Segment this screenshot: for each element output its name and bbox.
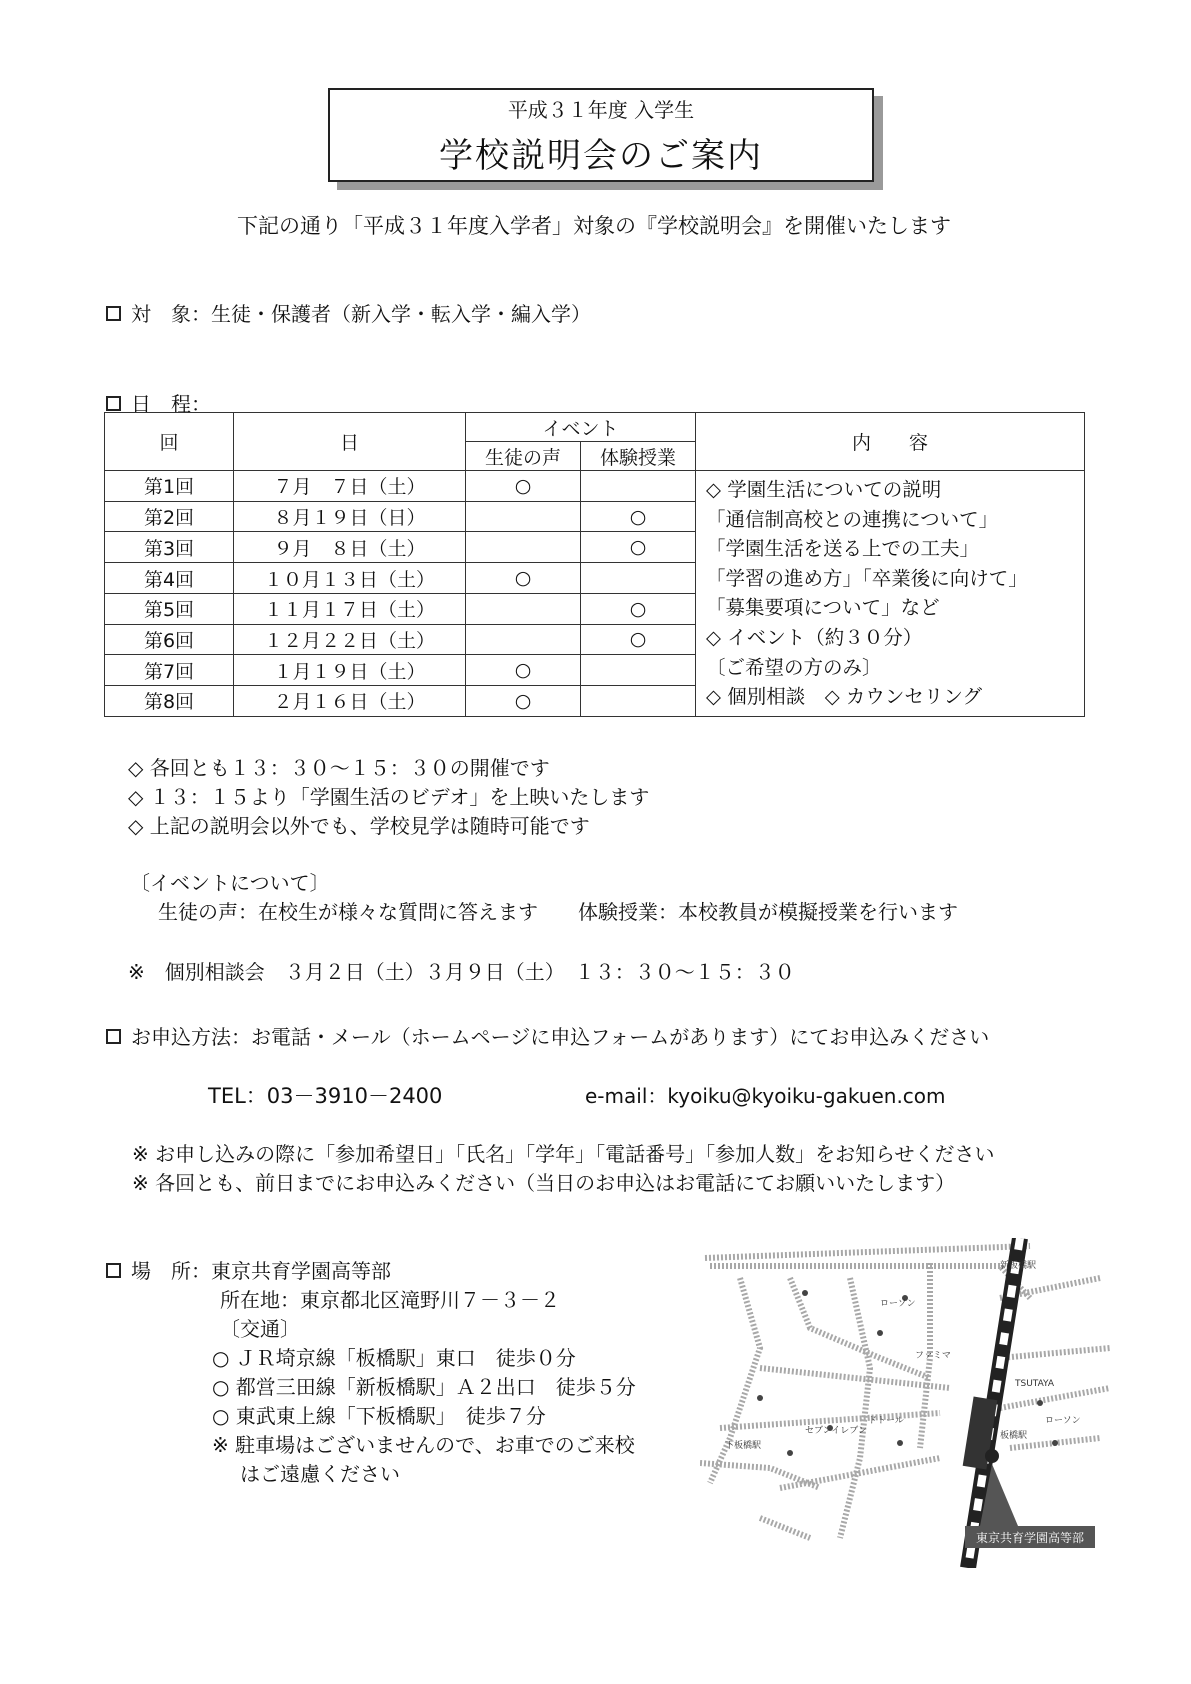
content-line: 「学習の進め方」「卒業後に向けて」 <box>706 566 1028 590</box>
checkbox-bullet-icon <box>106 1263 121 1278</box>
target-text: 生徒・保護者（新入学・転入学・編入学） <box>211 302 591 326</box>
access-item: ○ ＪＲ埼京線「板橋駅」東口 徒歩０分 <box>212 1346 576 1370</box>
access-heading: 〔交通〕 <box>220 1317 300 1341</box>
date-cell: ９月 ８日（土） <box>234 532 466 563</box>
round-cell: 第2回 <box>105 501 234 532</box>
voice-cell: ○ <box>466 655 581 686</box>
round-cell: 第5回 <box>105 593 234 624</box>
title-box <box>328 88 874 182</box>
checkbox-bullet-icon <box>106 396 121 411</box>
voice-cell: ○ <box>466 471 581 502</box>
header-date: 日 <box>234 413 466 471</box>
date-cell: ２月１６日（土） <box>234 686 466 717</box>
school-marker-icon <box>985 1449 999 1463</box>
map-label: セブンイレブン <box>805 1426 867 1436</box>
page-title: 学校説明会のご案内 <box>439 136 763 176</box>
consult-info: ※ 個別相談会 ３月２日（土）３月９日（土） １３：３０～１５：３０ <box>128 960 795 984</box>
venue-address: 所在地：東京都北区滝野川７－３－２ <box>220 1288 560 1312</box>
content-line: 〔ご希望の方のみ〕 <box>706 655 882 679</box>
header-event-voice: 生徒の声 <box>466 442 581 471</box>
access-item: ○ 東武東上線「下板橋駅」 徒歩７分 <box>212 1404 546 1428</box>
voice-cell: ○ <box>466 686 581 717</box>
header-round: 回 <box>105 413 234 471</box>
table-row <box>105 471 1085 502</box>
access-map <box>700 1238 1120 1568</box>
map-label: 新板橋駅 <box>1000 1261 1037 1271</box>
map-label: 板橋駅 <box>1000 1431 1028 1441</box>
event-info-heading: 〔イベントについて〕 <box>130 871 330 895</box>
content-line: 「学園生活を送る上での工夫」 <box>706 537 980 561</box>
apply-text: お電話・メール（ホームページに申込フォームがあります）にてお申込みください <box>251 1025 990 1049</box>
class-cell: ○ <box>581 532 696 563</box>
map-labels <box>725 1259 1081 1451</box>
date-cell: １１月１７日（土） <box>234 593 466 624</box>
page-subtitle: 平成３１年度 入学生 <box>507 98 695 122</box>
class-cell: ○ <box>581 593 696 624</box>
target-section <box>106 298 591 327</box>
date-cell: １０月１３日（土） <box>234 563 466 594</box>
apply-note: ※ 各回とも、前日までにお申込みください（当日のお申込はお電話にてお願いいたします） <box>132 1171 956 1195</box>
contact-tel: TEL：03－3910－2400 <box>208 1084 443 1108</box>
map-label: ドトール <box>868 1416 904 1426</box>
header-event-class: 体験授業 <box>581 442 696 471</box>
date-cell: １２月２２日（土） <box>234 624 466 655</box>
content-line: ◇ イベント（約３０分） <box>706 625 923 649</box>
target-label: 対 象： <box>131 302 211 326</box>
map-label: ローソン <box>880 1299 916 1309</box>
class-cell <box>581 686 696 717</box>
map-graphic <box>700 1238 1120 1568</box>
voice-cell: ○ <box>466 563 581 594</box>
round-cell: 第1回 <box>105 471 234 502</box>
map-label: TSUTAYA <box>1015 1379 1055 1389</box>
date-cell: ７月 ７日（土） <box>234 471 466 502</box>
apply-note: ※ お申し込みの際に「参加希望日」「氏名」「学年」「電話番号」「参加人数」をお知らせください <box>132 1142 995 1166</box>
header-content: 内 容 <box>696 413 1085 471</box>
header-event: イベント <box>466 413 696 442</box>
class-cell <box>581 471 696 502</box>
map-label: ファミマ <box>915 1351 951 1361</box>
voice-cell <box>466 593 581 624</box>
access-item: ○ 都営三田線「新板橋駅」Ａ２出口 徒歩５分 <box>212 1375 636 1399</box>
note-item: ◇ １３：１５より「学園生活のビデオ」を上映いたします <box>128 785 650 809</box>
content-line: 「通信制高校との連携について」 <box>706 507 999 531</box>
map-label: ローソン <box>1045 1416 1081 1426</box>
venue-name: 東京共育学園高等部 <box>211 1259 391 1283</box>
apply-label: お申込方法： <box>131 1025 251 1049</box>
schedule-table <box>104 412 1085 717</box>
round-cell: 第6回 <box>105 624 234 655</box>
round-cell: 第7回 <box>105 655 234 686</box>
school-label: 東京共育学園高等部 <box>975 1531 1085 1545</box>
parking-note: ※ 駐車場はございませんので、お車でのご来校 <box>212 1433 635 1457</box>
round-cell: 第8回 <box>105 686 234 717</box>
date-cell: １月１９日（土） <box>234 655 466 686</box>
schedule-label: 日 程： <box>131 392 211 416</box>
checkbox-bullet-icon <box>106 306 121 321</box>
voice-cell <box>466 532 581 563</box>
map-streets <box>700 1246 1110 1538</box>
class-cell: ○ <box>581 624 696 655</box>
round-cell: 第4回 <box>105 563 234 594</box>
class-cell <box>581 563 696 594</box>
voice-cell <box>466 501 581 532</box>
content-line: ◇ 個別相談 ◇ カウンセリング <box>706 685 982 709</box>
event-info-text: 生徒の声：在校生が様々な質問に答えます 体験授業：本校教員が模擬授業を行います <box>158 900 958 924</box>
date-cell: ８月１９日（日） <box>234 501 466 532</box>
class-cell: ○ <box>581 501 696 532</box>
apply-section <box>106 1021 989 1050</box>
note-item: ◇ 各回とも１３：３０～１５：３０の開催です <box>128 756 550 780</box>
voice-cell <box>466 624 581 655</box>
content-cell <box>696 471 1085 717</box>
content-line: 「募集要項について」など <box>706 596 940 620</box>
note-item: ◇ 上記の説明会以外でも、学校見学は随時可能です <box>128 814 590 838</box>
content-line: ◇ 学園生活についての説明 <box>706 478 942 501</box>
venue-section <box>106 1255 391 1284</box>
parking-note-cont: はご遠慮ください <box>240 1462 400 1486</box>
map-label: 下板橋駅 <box>725 1441 762 1451</box>
checkbox-bullet-icon <box>106 1029 121 1044</box>
venue-label: 場 所： <box>131 1259 211 1283</box>
intro-text: 下記の通り「平成３１年度入学者」対象の『学校説明会』を開催いたします <box>237 214 951 238</box>
round-cell: 第3回 <box>105 532 234 563</box>
contact-email: e-mail：kyoiku@kyoiku-gakuen.com <box>585 1084 946 1108</box>
class-cell <box>581 655 696 686</box>
